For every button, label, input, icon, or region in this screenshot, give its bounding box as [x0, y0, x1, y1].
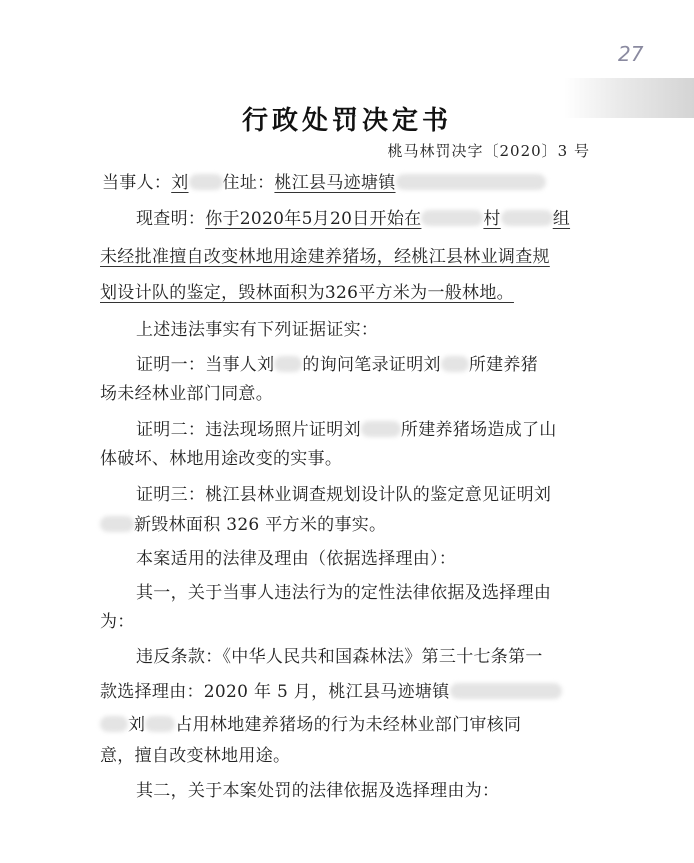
party-address: 桃江县马迹塘镇 [274, 173, 396, 193]
document-number: 桃马林罚决字〔2020〕3 号 [387, 142, 590, 160]
evidence-2-line-1: 证明二：违法现场照片证明刘 所建养猪场造成了山 [136, 420, 557, 440]
evidence-1-line-1: 证明一：当事人刘 的询问笔录证明刘 所建养猪 [136, 355, 539, 375]
law-1-line-2: 为： [100, 612, 135, 632]
redaction [100, 516, 134, 532]
law-intro: 本案适用的法律及理由（依据选择理由）： [136, 549, 457, 569]
evidence-intro: 上述违法事实有下列证据证实： [136, 320, 379, 340]
page-number: 27 [618, 42, 644, 66]
document-title: 行政处罚决定书 [241, 106, 452, 136]
redaction [189, 174, 223, 190]
evidence-3-line-1: 证明三：桃江县林业调查规划设计队的鉴定意见证明刘 [136, 485, 552, 505]
redaction [450, 683, 562, 699]
law-1-detail-line-2: 款选择理由：2020 年 5 月，桃江县马迹塘镇 [100, 677, 562, 702]
law-1-line-1: 其一，关于当事人违法行为的定性法律依据及选择理由 [136, 583, 552, 603]
redaction [421, 210, 483, 226]
law-1-detail-line-1: 违反条款：《中华人民共和国森林法》第三十七条第一 [136, 647, 543, 667]
redaction [274, 356, 302, 372]
redaction [441, 356, 469, 372]
evidence-1-line-2: 场未经林业部门同意。 [100, 384, 273, 404]
law-1-detail-line-4: 意，擅自改变林地用途。 [100, 746, 291, 766]
findings-line-1: 现查明：你于2020年5月20日开始在 村 组 [136, 209, 571, 229]
party-line: 当事人：刘 住址：桃江县马迹塘镇 [102, 168, 546, 193]
evidence-3-line-2: 新毁林面积 326 平方米的事实。 [100, 510, 386, 535]
party-name: 刘 [171, 173, 189, 193]
redaction [501, 210, 553, 226]
findings-line-3: 划设计队的鉴定，毁林面积为326平方米为一般林地。 [100, 283, 514, 303]
evidence-2-line-2: 体破坏、林地用途改变的实事。 [100, 449, 343, 469]
law-2-line-1: 其二，关于本案处罚的法律依据及选择理由为： [136, 781, 500, 801]
redaction [145, 716, 175, 732]
redaction [100, 716, 128, 732]
redaction [396, 174, 546, 190]
findings-line-2: 未经批准擅自改变林地用途建养猪场，经桃江县林业调查规 [100, 247, 550, 267]
law-1-detail-line-3: 刘 占用林地建养猪场的行为未经林业部门审核同 [100, 710, 521, 735]
redaction [361, 421, 401, 437]
